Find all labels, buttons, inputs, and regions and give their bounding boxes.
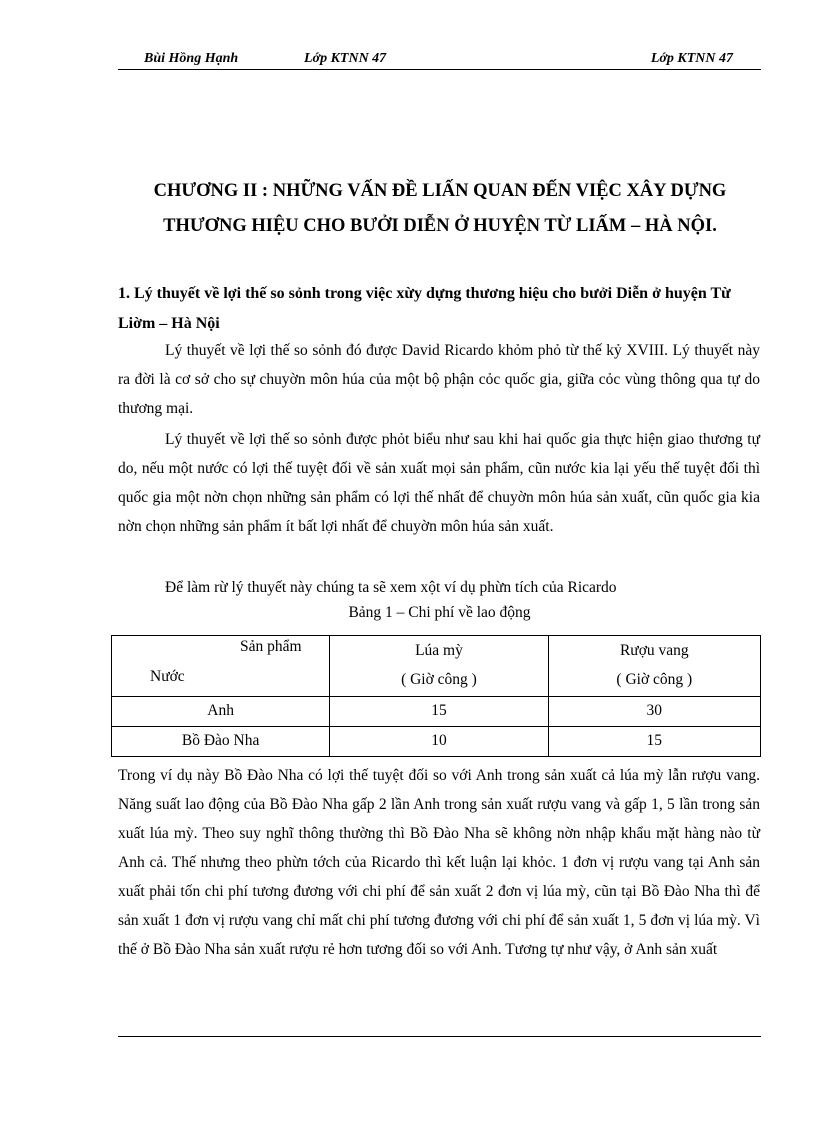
table-caption: Bảng 1 – Chi phí về lao động	[348, 604, 531, 621]
column-unit: ( Giờ công )	[401, 671, 477, 688]
table-cell-country: Bồ Đào Nha	[112, 727, 330, 757]
chapter-title-line-1: CHƯƠNG II : NHỮNG VẤN ĐỀ LIẤN QUAN ĐẾN VIỆC XÂY DỰNG	[153, 181, 727, 201]
footer-divider	[118, 1036, 761, 1037]
table-cell-value: 15	[548, 727, 760, 757]
chapter-title-line-2: THƯƠNG HIỆU CHO BƯỞI DIỄN Ở HUYỆN TỪ LIẤM – HÀ NỘI.	[163, 216, 717, 236]
paragraph-4: Trong ví dụ này Bồ Đào Nha có lợi thế tuyệt đối so với Anh trong sản xuất cả lúa mỳ lẫn rượu vang. Năng suất lao động của Bồ Đào Nha gấp 2 lần Anh trong sản xuất rượu vang và gấp 1, 5 lần trong sản xuất lúa mỳ. Theo suy nghĩ thông thường thì Bồ Đào Nha sẽ không nờn nhập khẩu mặt hàng nào từ Anh cả. Thế nhưng theo phừn tớch của Ricardo thì kết luận lại khỏc. 1 đơn vị rượu vang tại Anh sản xuất phải tốn chi phí tương đương với chi phí để sản xuất 2 đơn vị lúa mỳ, cũn tại Bồ Đào Nha thì để sản xuất 1 đơn vị rượu vang chỉ mất chi phí tương đương với chi phí để sản xuất 1, 5 đơn vị lúa mỳ. Vì thế ở Bồ Đào Nha sản xuất rượu rẻ hơn tương đối so với Anh. Tương tự như vậy, ở Anh sản xuất	[118, 767, 760, 958]
paragraph-1: Lý thuyết về lợi thế so sỏnh đó được David Ricardo khỏm phỏ từ thế kỷ XVIII. Lý thuyết này ra đời là cơ sở cho sự chuyờn môn húa của một bộ phận cỏc quốc gia, giữa cỏc vùng thông qua tự do thương mại.	[118, 342, 760, 417]
header-author: Bùi Hồng Hạnh	[144, 51, 239, 66]
column-name: Lúa mỳ	[415, 642, 463, 659]
header-class-right: Lớp KTNN 47	[650, 51, 733, 66]
table-row	[112, 727, 761, 757]
section-heading: 1. Lý thuyết về lợi thế so sỏnh trong việc xừy dựng thương hiệu cho bưởi Diễn ở huyện Từ Liờm – Hà Nội	[118, 285, 731, 332]
header-class-left: Lớp KTNN 47	[304, 51, 387, 66]
header-country-label: Nước	[150, 668, 185, 685]
table-row	[112, 697, 761, 727]
page-header	[118, 49, 761, 70]
labor-cost-table	[111, 635, 761, 757]
table-header-corner	[112, 636, 330, 697]
table-cell-value: 30	[548, 697, 760, 727]
header-product-label: Sản phẩm	[240, 638, 302, 655]
table-header-wine	[548, 636, 760, 697]
table-header-wheat	[330, 636, 548, 697]
paragraph-3: Để làm rừ lý thuyết này chúng ta sẽ xem xột ví dụ phừn tích của Ricardo	[165, 579, 617, 596]
column-name: Rượu vang	[619, 642, 689, 659]
paragraph-2: Lý thuyết về lợi thế so sỏnh được phỏt biểu như sau khi hai quốc gia thực hiện giao thương tự do, nếu một nước có lợi thế tuyệt đối về sản xuất mọi sản phẩm, cũn nước kia lại yếu thế tuyệt đối thì quốc gia một nờn chọn những sản phẩm có lợi thế nhất để chuyờn môn húa sản xuất, cũn quốc gia kia nờn chọn những sản phẩm ít bất lợi nhất để chuyờn môn húa sản xuất.	[118, 431, 760, 535]
column-unit: ( Giờ công )	[616, 671, 693, 688]
table-cell-country: Anh	[112, 697, 330, 727]
table-cell-value: 15	[330, 697, 548, 727]
chapter-title	[100, 174, 780, 244]
table-header-row	[112, 636, 761, 697]
table-cell-value: 10	[330, 727, 548, 757]
